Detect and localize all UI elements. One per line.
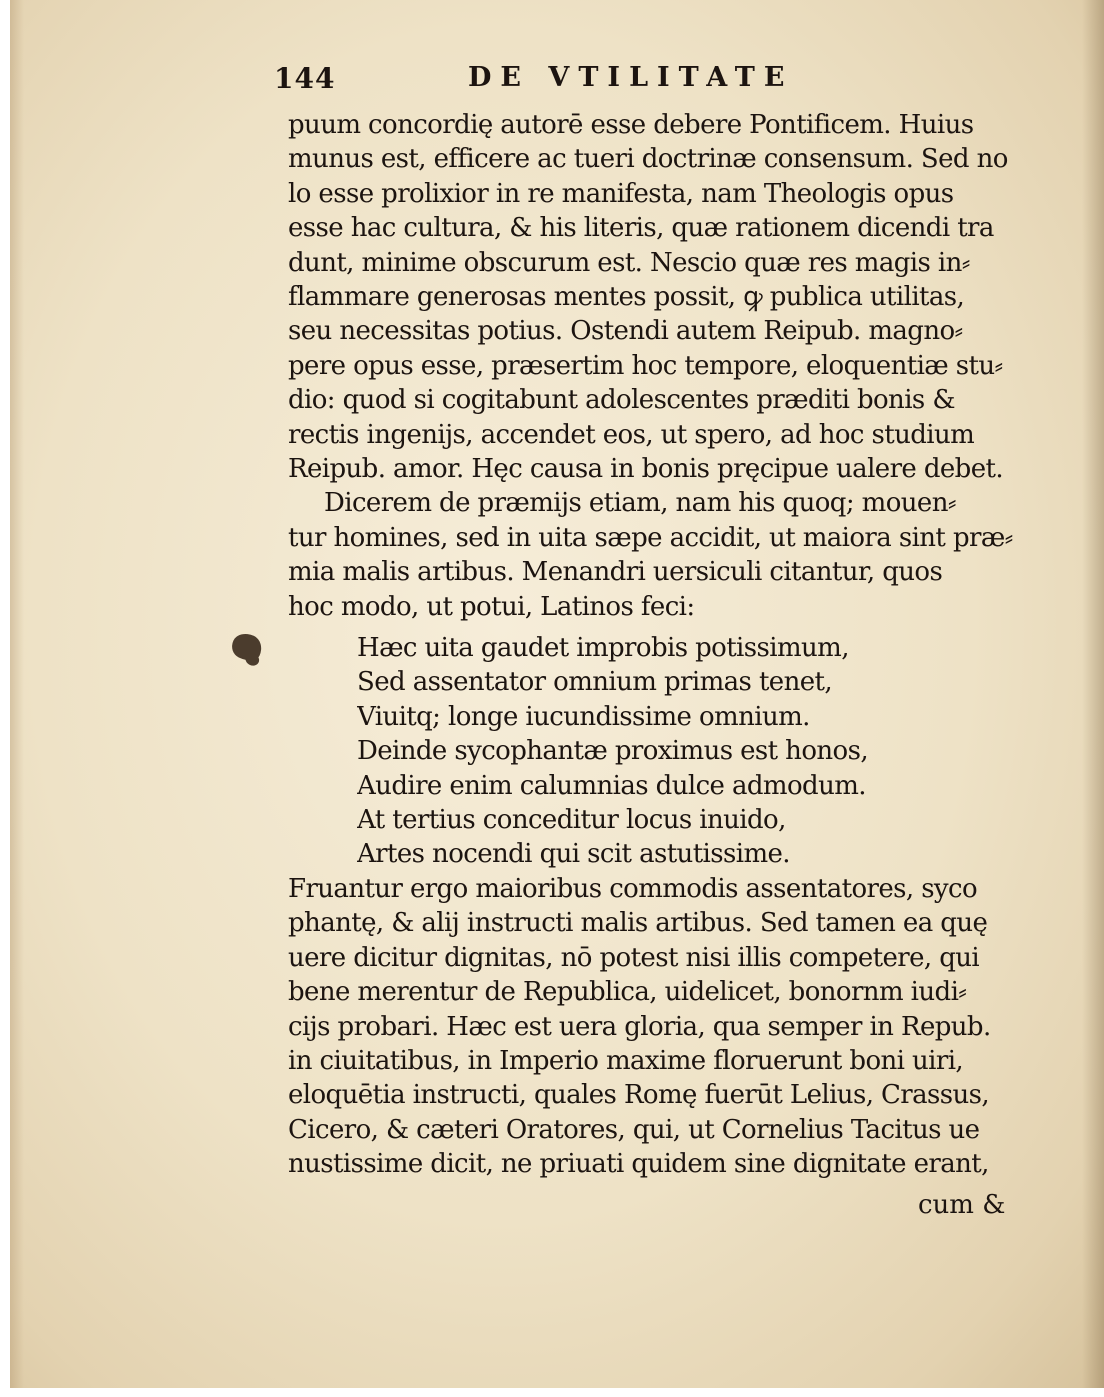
text-line: phantę, & alij instructi malis artibus. Sed tamen ea quę [288, 908, 988, 939]
page-header [274, 62, 834, 102]
text-line: flammare generosas mentes possit, ꝙ publica utilitas, [288, 282, 965, 312]
verse-line: At tertius conceditur locus inuido, [357, 805, 786, 835]
running-head: DE VTILITATE [468, 62, 794, 93]
page-left-edge-shade [10, 0, 24, 1388]
text-line: dunt, minime obscurum est. Nescio quæ res magis in⸗ [288, 247, 970, 278]
text-line: cijs probari. Hæc est uera gloria, qua semper in Repub. [288, 1011, 991, 1042]
text-line: uere dicitur dignitas, nō potest nisi illis competere, qui [288, 942, 980, 973]
text-line: Reipub. amor. Hęc causa in bonis pręcipue ualere debet. [288, 454, 1004, 484]
text-line: nustissime dicit, ne priuati quidem sine dignitate erant, [288, 1149, 989, 1180]
text-line: seu necessitas potius. Ostendi autem Reipub. magno⸗ [288, 316, 963, 347]
text-line: tur homines, sed in uita sæpe accidit, ut maiora sint præ⸗ [288, 522, 1013, 553]
text-line: esse hac cultura, & his literis, quæ rationem dicendi tra [288, 213, 994, 244]
text-line: munus est, efficere ac tueri doctrinæ consensum. Sed no [288, 144, 1008, 175]
text-line: dio: quod si cogitabunt adolescentes præditi bonis & [288, 385, 955, 416]
verse-line: Hæc uita gaudet improbis potissimum, [357, 633, 849, 663]
page-number: 144 [274, 62, 336, 95]
text-line: Cicero, & cæteri Oratores, qui, ut Cornelius Tacitus ue [288, 1114, 980, 1145]
text-line: lo esse prolixior in re manifesta, nam Theologis opus [288, 178, 954, 209]
text-line: bene merentur de Republica, uidelicet, bonornm iudi⸗ [288, 977, 967, 1008]
text-line: mia malis artibus. Menandri uersiculi citantur, quos [288, 557, 943, 588]
catchword: cum & [918, 1190, 1006, 1220]
text-line: hoc modo, ut potui, Latinos feci: [288, 591, 695, 622]
text-line: puum concordię autorē esse debere Pontificem. Huius [288, 110, 974, 140]
verse-line: Deinde sycophantæ proximus est honos, [357, 736, 868, 767]
verse-line: Viuitq; longe iucundissime omnium. [357, 701, 810, 732]
text-line: in ciuitatibus, in Imperio maxime floruerunt boni uiri, [288, 1046, 964, 1076]
text-line: eloquētia instructi, quales Romę fuerūt Lelius, Crassus, [288, 1080, 990, 1111]
page-gutter-shadow [1082, 0, 1104, 1388]
verse-line: Artes nocendi qui scit astutissime. [357, 839, 790, 870]
text-line: rectis ingenijs, accendet eos, ut spero, ad hoc studium [288, 419, 975, 450]
text-line: pere opus esse, præsertim hoc tempore, eloquentiæ stu⸗ [288, 350, 1003, 381]
verse-line: Sed assentator omnium primas tenet, [357, 667, 833, 698]
text-line: Fruantur ergo maioribus commodis assentatores, syco [288, 874, 978, 904]
text-line: Dicerem de præmijs etiam, nam his quoq; mouen⸗ [324, 488, 956, 519]
ink-blot-mark [228, 629, 266, 665]
verse-line: Audire enim calumnias dulce admodum. [357, 770, 866, 801]
